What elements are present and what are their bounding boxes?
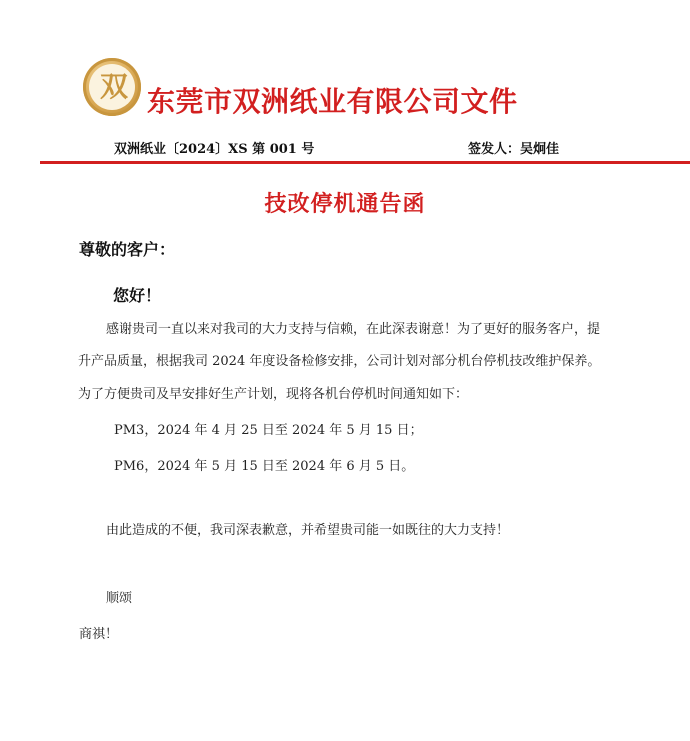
document-title: 技改停机通告函 bbox=[264, 192, 426, 217]
apology-paragraph: 由此造成的不便，我司深表歉意，并希望贵司能一如既往的大力支持！ bbox=[106, 523, 510, 538]
logo-glyph: 双 bbox=[99, 70, 124, 103]
body-line-1: 感谢贵司一直以来对我司的大力支持与信赖，在此深表谢意！为了更好的服务客户，提 bbox=[106, 322, 601, 337]
body-line-2: 升产品质量，根据我司 2024 年度设备检修安排，公司计划对部分机台停机技改维护保养。 bbox=[78, 354, 601, 369]
closing-line-1: 顺颂 bbox=[106, 591, 133, 606]
salutation: 尊敬的客户： bbox=[79, 240, 176, 259]
company-logo-icon bbox=[83, 58, 141, 116]
greeting: 您好！ bbox=[113, 286, 162, 305]
body-line-3: 为了方便贵司及早安排好生产计划，现将各机台停机时间通知如下： bbox=[78, 387, 469, 402]
header-divider bbox=[40, 161, 690, 164]
org-name-heading: 东莞市双洲纸业有限公司文件 bbox=[147, 85, 518, 118]
schedule-item-pm6: PM6，2024 年 5 月 15 日至 2024 年 6 月 5 日。 bbox=[114, 459, 415, 474]
document-number: 双洲纸业〔2024〕XS 第 001 号 bbox=[114, 142, 315, 157]
schedule-item-pm3: PM3，2024 年 4 月 25 日至 2024 年 5 月 15 日； bbox=[114, 423, 423, 438]
closing-line-2: 商祺！ bbox=[79, 627, 119, 642]
signer-label: 签发人：吴炯佳 bbox=[468, 142, 560, 157]
